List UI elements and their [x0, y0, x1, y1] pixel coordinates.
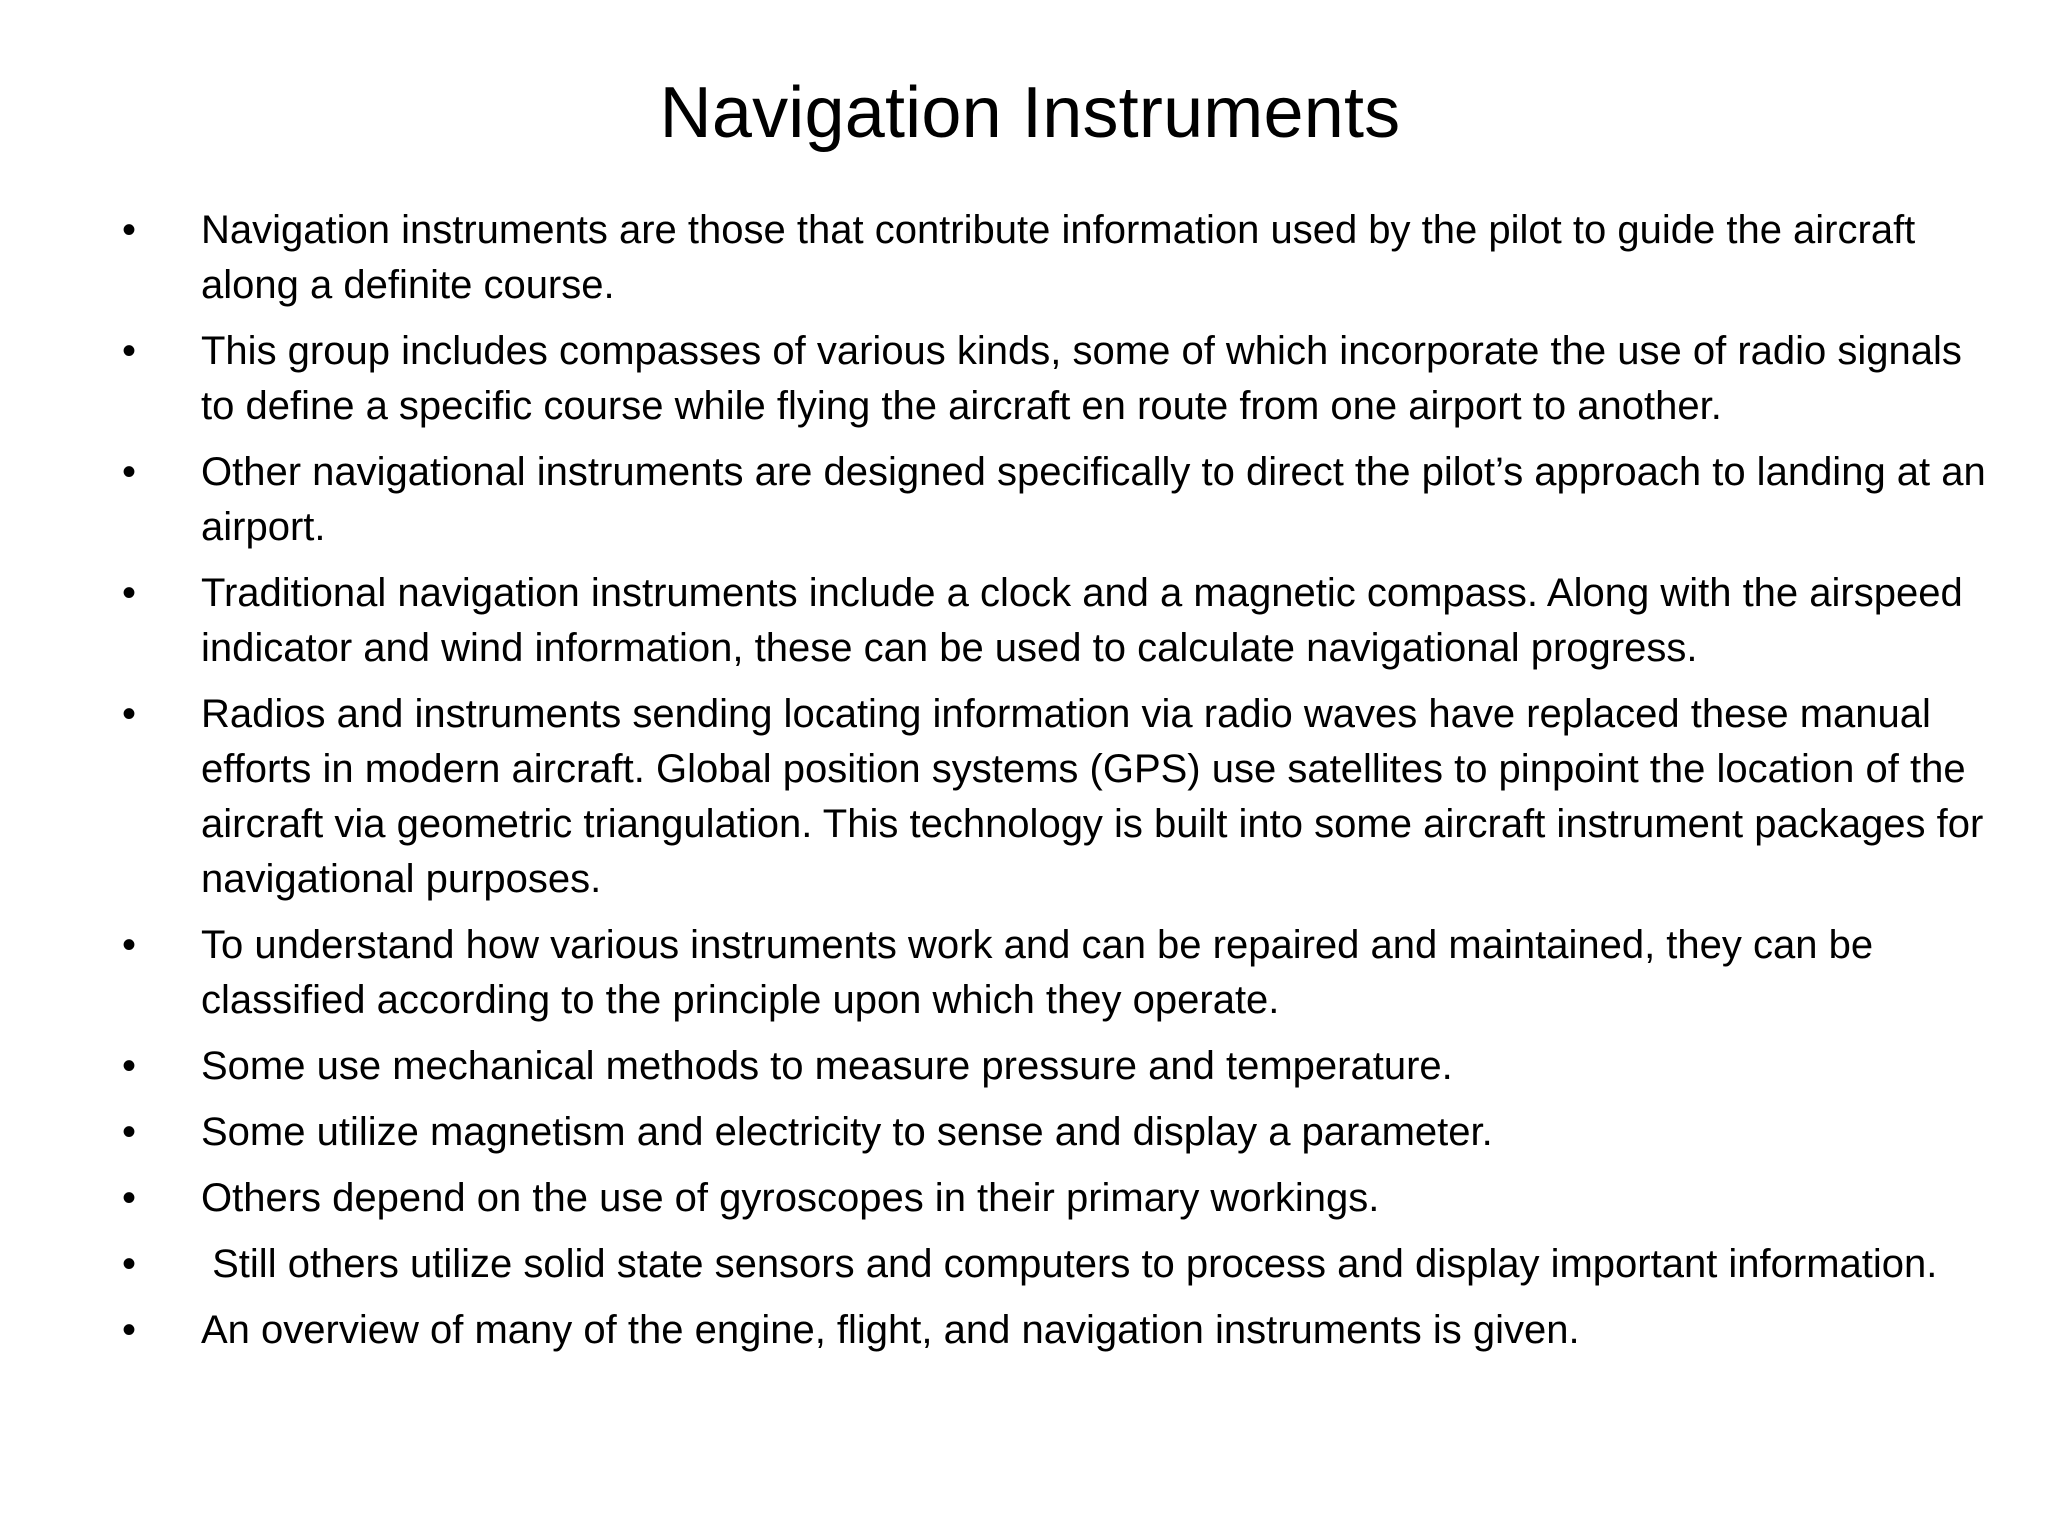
bullet-text: Still others utilize solid state sensors and computers to process and display important information.: [201, 1242, 1938, 1286]
bullet-item: [122, 203, 2002, 313]
bullet-icon: •: [122, 692, 137, 736]
bullet-text: Traditional navigation instruments include a clock and a magnetic compass. Along with the airspeed indicator and wind information, these can be used to calculate navigational progress.: [201, 571, 1974, 670]
bullet-icon: •: [122, 1110, 137, 1154]
bullet-text: Some utilize magnetism and electricity to sense and display a parameter.: [201, 1110, 1493, 1154]
slide-title: Navigation Instruments: [659, 73, 1401, 153]
bullet-item: [122, 1303, 2002, 1358]
bullet-text: Some use mechanical methods to measure pressure and temperature.: [201, 1044, 1453, 1088]
bullet-text: An overview of many of the engine, flight, and navigation instruments is given.: [201, 1308, 1580, 1352]
bullet-icon: •: [122, 1308, 137, 1352]
bullet-text: Other navigational instruments are designed specifically to direct the pilot’s approach to landing at an airport.: [201, 450, 1997, 549]
bullet-item: [122, 1171, 2002, 1226]
bullet-item: [122, 918, 2002, 1028]
bullet-item: [122, 566, 2002, 676]
bullet-icon: •: [122, 329, 137, 373]
bullet-text: Radios and instruments sending locating information via radio waves have replaced these manual efforts in modern aircraft. Global position systems (GPS) use satellites to pinpoint the location of the aircraft via geometric triangulation. This technology is built into some aircraft instrument packages for navigational purposes.: [201, 692, 1995, 901]
bullet-icon: •: [122, 1176, 137, 1220]
bullet-text: This group includes compasses of various kinds, some of which incorporate the use of radio signals to define a specific course while flying the aircraft en route from one airport to another.: [201, 329, 1974, 428]
bullet-list: [122, 203, 2002, 1369]
bullet-text: To understand how various instruments work and can be repaired and maintained, they can be classified according to the principle upon which they operate.: [201, 923, 1885, 1022]
bullet-item: [122, 687, 2002, 907]
bullet-item: [122, 1039, 2002, 1094]
bullet-icon: •: [122, 1044, 137, 1088]
bullet-icon: •: [122, 923, 137, 967]
bullet-text: Others depend on the use of gyroscopes in their primary workings.: [201, 1176, 1380, 1220]
bullet-icon: •: [122, 1242, 137, 1286]
bullet-text: Navigation instruments are those that contribute information used by the pilot to guide the aircraft along a definite course.: [201, 208, 1927, 307]
bullet-item: [122, 445, 2002, 555]
bullet-item: [122, 1237, 2002, 1292]
bullet-icon: •: [122, 571, 137, 615]
bullet-icon: •: [122, 450, 137, 494]
bullet-icon: •: [122, 208, 137, 252]
bullet-item: [122, 1105, 2002, 1160]
bullet-item: [122, 324, 2002, 434]
